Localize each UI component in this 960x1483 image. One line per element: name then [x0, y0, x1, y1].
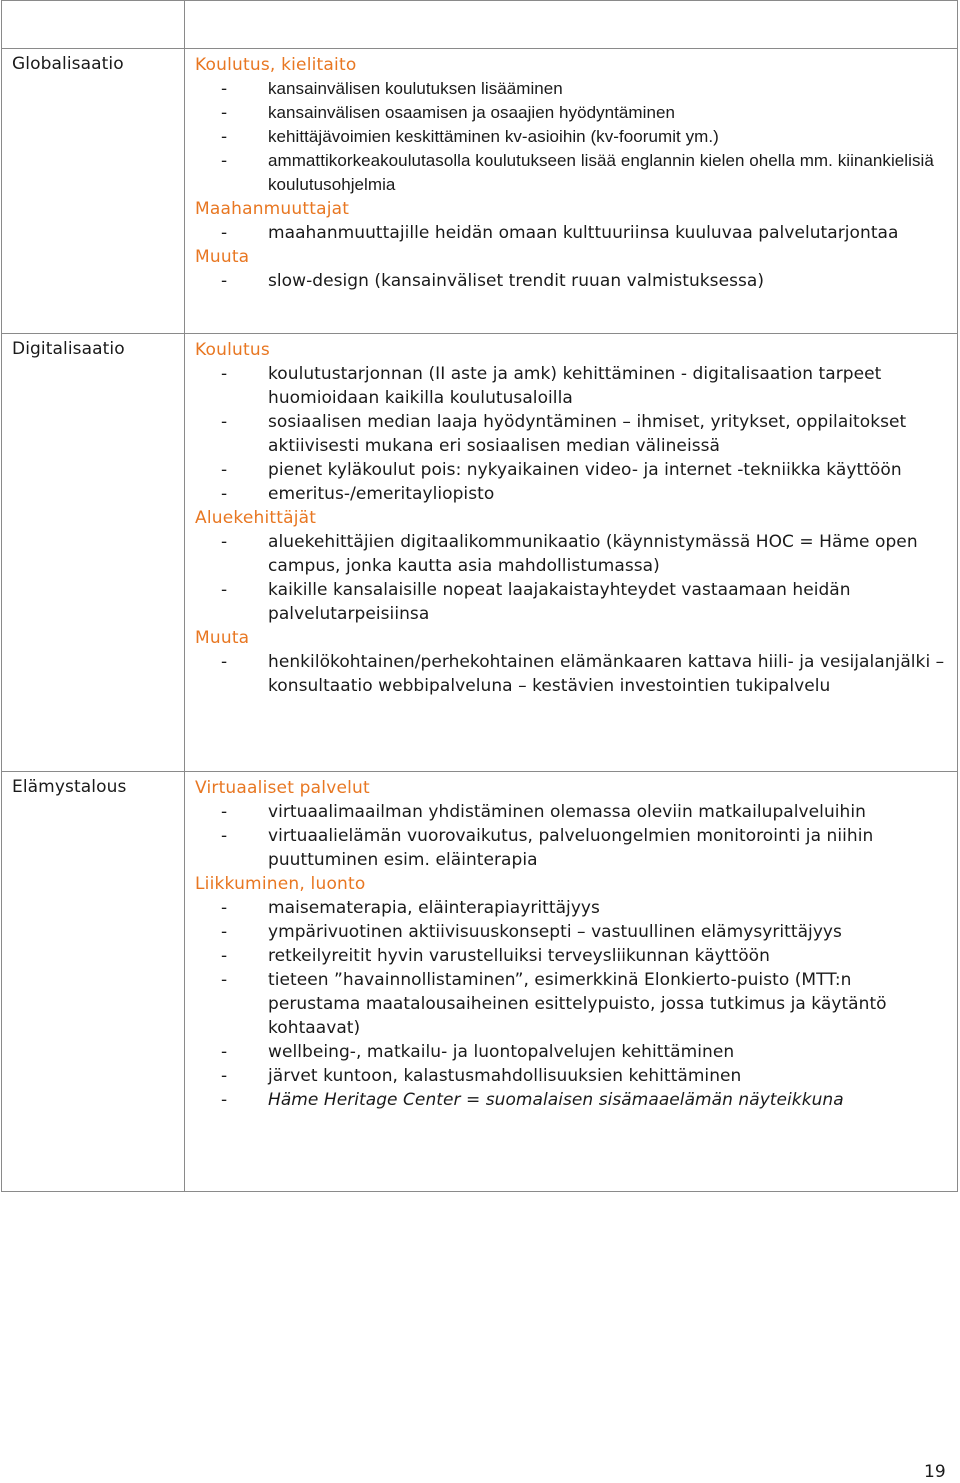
- section-heading: Aluekehittäjät: [195, 508, 317, 528]
- list-item-text: sosiaalisen median laaja hyödyntäminen – ihmiset, yritykset, oppilaitokset aktiivisesti mukana eri sosiaalisen median välineissä: [268, 412, 907, 456]
- table-row-digitalisaatio: [2, 334, 958, 772]
- bullet-dash: -: [221, 460, 228, 480]
- list-item-text: kehittäjävoimien keskittäminen kv-asioihin (kv-foorumit ym.): [268, 127, 719, 146]
- list-item: [195, 221, 951, 245]
- list-item-text: kansainvälisen osaamisen ja osaajien hyödyntäminen: [268, 103, 675, 122]
- list-item-text: Häme Heritage Center = suomalaisen sisämaaelämän näyteikkuna: [268, 1090, 844, 1110]
- category-cell: [2, 49, 185, 334]
- section-heading: Koulutus: [195, 340, 270, 360]
- section-heading: Muuta: [195, 628, 250, 648]
- list-item: [195, 578, 951, 626]
- list-item: [195, 896, 951, 920]
- list-item: [195, 530, 951, 578]
- bullet-dash: -: [221, 364, 228, 384]
- bullet-dash: -: [221, 970, 228, 990]
- list-item: [195, 458, 951, 482]
- category-label: Digitalisaatio: [12, 339, 125, 359]
- list-item-text: ympärivuotinen aktiivisuuskonsepti – vastuullinen elämysyrittäjyys: [268, 922, 842, 942]
- bullet-dash: -: [221, 271, 228, 291]
- bullet-dash: -: [221, 802, 228, 822]
- content-cell: [185, 334, 958, 772]
- list-item: [195, 269, 951, 293]
- list-item: [195, 125, 951, 149]
- bullet-dash: -: [221, 223, 228, 243]
- category-cell: [2, 334, 185, 772]
- list-item-text: järvet kuntoon, kalastusmahdollisuuksien kehittäminen: [268, 1066, 742, 1086]
- list-item-text: virtuaalielämän vuorovaikutus, palveluongelmien monitorointi ja niihin puuttuminen esim. eläinterapia: [268, 826, 874, 870]
- list-item-text: kaikille kansalaisille nopeat laajakaistayhteydet vastaamaan heidän palvelutarpeisiinsa: [268, 580, 851, 624]
- list-item-text: henkilökohtainen/perhekohtainen elämänkaaren kattava hiili- ja vesijalanjälki –konsultaatio webbipalveluna – kestävien investointien tukipalvelu: [268, 652, 945, 696]
- content-cell: [185, 772, 958, 1192]
- list-item-text: emeritus-/emeritayliopisto: [268, 484, 495, 504]
- section-heading: Virtuaaliset palvelut: [195, 778, 370, 798]
- list-item-text: tieteen ”havainnollistaminen”, esimerkkinä Elonkierto-puisto (MTT:n perustama maatalousaiheinen esittelypuisto, jossa tutkimus ja käytäntö kohtaavat): [268, 970, 887, 1038]
- list-item: [195, 944, 951, 968]
- list-item-text: maahanmuuttajille heidän omaan kulttuuriinsa kuuluvaa palvelutarjontaa: [268, 223, 899, 243]
- list-item-text: retkeilyreitit hyvin varustelluiksi terveysliikunnan käyttöön: [268, 946, 770, 966]
- bullet-dash: -: [221, 652, 228, 672]
- section-heading: Maahanmuuttajat: [195, 199, 350, 219]
- list-item-text: wellbeing-, matkailu- ja luontopalvelujen kehittäminen: [268, 1042, 735, 1062]
- list-item: [195, 101, 951, 125]
- content-cell: [185, 1, 958, 49]
- bullet-dash: -: [221, 826, 228, 846]
- category-label: Globalisaatio: [12, 54, 124, 74]
- bullet-dash: -: [221, 1042, 228, 1062]
- list-item-text: aluekehittäjien digitaalikommunikaatio (käynnistymässä HOC = Häme open campus, jonka kautta asia mahdollistumassa): [268, 532, 918, 576]
- category-label: Elämystalous: [12, 777, 127, 797]
- list-item: [195, 362, 951, 410]
- list-item: [195, 920, 951, 944]
- section-heading: Koulutus, kielitaito: [195, 55, 357, 75]
- list-item-text: virtuaalimaailman yhdistäminen olemassa oleviin matkailupalveluihin: [268, 802, 866, 822]
- bullet-dash: -: [221, 898, 228, 918]
- list-item: [195, 800, 951, 824]
- bullet-dash: -: [221, 103, 228, 123]
- list-item: [195, 149, 951, 197]
- bullet-dash: -: [221, 946, 228, 966]
- bullet-dash: -: [221, 151, 228, 171]
- list-item-text: maisematerapia, eläinterapiayrittäjyys: [268, 898, 600, 918]
- category-cell: [2, 1, 185, 49]
- list-item: [195, 1064, 951, 1088]
- list-item-text: kansainvälisen koulutuksen lisääminen: [268, 79, 563, 98]
- list-item: [195, 1040, 951, 1064]
- table-row-elamystalous: [2, 772, 958, 1192]
- bullet-dash: -: [221, 922, 228, 942]
- table-row-globalisaatio: [2, 49, 958, 334]
- content-cell: [185, 49, 958, 334]
- bullet-dash: -: [221, 1090, 228, 1110]
- list-item-text: slow-design (kansainväliset trendit ruuan valmistuksessa): [268, 271, 765, 291]
- bullet-dash: -: [221, 484, 228, 504]
- section-heading: Muuta: [195, 247, 250, 267]
- list-item: [195, 410, 951, 458]
- category-cell: [2, 772, 185, 1192]
- list-item-text: pienet kyläkoulut pois: nykyaikainen video- ja internet -tekniikka käyttöön: [268, 460, 902, 480]
- table-row-header: [2, 1, 958, 49]
- bullet-dash: -: [221, 127, 228, 147]
- bullet-dash: -: [221, 532, 228, 552]
- list-item: [195, 968, 951, 1040]
- bullet-dash: -: [221, 412, 228, 432]
- bullet-dash: -: [221, 580, 228, 600]
- list-item-text: ammattikorkeakoulutasolla koulutukseen lisää englannin kielen ohella mm. kiinankielisiä koulutusohjelmia: [268, 151, 934, 194]
- list-item: [195, 482, 951, 506]
- bullet-dash: -: [221, 79, 228, 99]
- list-item: [195, 1088, 951, 1112]
- list-item: [195, 77, 951, 101]
- bullet-dash: -: [221, 1066, 228, 1086]
- list-item: [195, 650, 951, 698]
- list-item-text: koulutustarjonnan (II aste ja amk) kehittäminen - digitalisaation tarpeet huomioidaan kaikilla koulutusaloilla: [268, 364, 882, 408]
- strategy-table: [1, 0, 958, 1192]
- list-item: [195, 824, 951, 872]
- section-heading: Liikkuminen, luonto: [195, 874, 366, 894]
- page-number: 19: [924, 1462, 946, 1482]
